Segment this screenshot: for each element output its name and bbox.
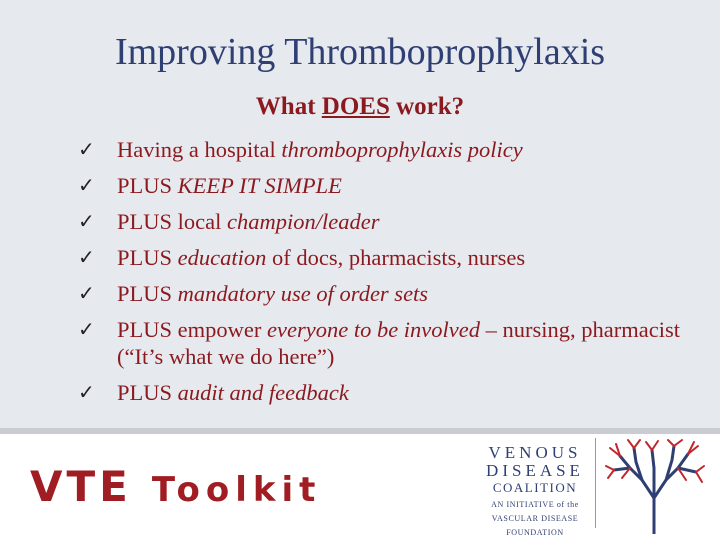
checkmark-icon: ✓ bbox=[78, 317, 95, 341]
bullet-item bbox=[78, 244, 698, 271]
bullet-item bbox=[78, 208, 698, 235]
bullet-text: mandatory use of order sets bbox=[177, 281, 429, 306]
logo-separator bbox=[595, 438, 596, 528]
venous-disease-coalition-logo bbox=[480, 438, 710, 537]
logo-text: VENOUS DISEASE COALITION AN INITIATIVE of the VASCULAR DISEASE FOUNDATION bbox=[486, 443, 584, 537]
bullet-item bbox=[78, 379, 698, 406]
bullet-text: PLUS local bbox=[117, 209, 227, 234]
bullet-text: PLUS bbox=[117, 245, 178, 270]
bullet-text: audit and feedback bbox=[177, 380, 349, 405]
bullet-text: PLUS empower bbox=[117, 317, 267, 342]
vte-toolkit-label bbox=[30, 462, 321, 511]
checkmark-icon: ✓ bbox=[78, 281, 95, 305]
bullet-text: education bbox=[177, 245, 267, 270]
bullet-text: everyone to be involved bbox=[267, 317, 481, 342]
bullet-item bbox=[78, 316, 698, 370]
bullet-text: PLUS bbox=[117, 380, 178, 405]
checkmark-icon: ✓ bbox=[78, 137, 95, 161]
footer-divider bbox=[0, 428, 720, 434]
toolkit-text: Toolkit bbox=[151, 470, 322, 510]
checkmark-icon: ✓ bbox=[78, 380, 95, 404]
bullet-text: Having a hospital bbox=[117, 137, 282, 162]
bullet-text: PLUS bbox=[117, 281, 178, 306]
tree-icon bbox=[602, 438, 707, 534]
bullet-item bbox=[78, 136, 698, 163]
bullet-text: KEEP IT SIMPLE bbox=[177, 173, 342, 198]
bullet-item bbox=[78, 280, 698, 307]
slide-title: Improving Thromboprophylaxis bbox=[114, 31, 606, 73]
bullet-text: champion/leader bbox=[227, 209, 380, 234]
slide-subtitle: What DOES work? bbox=[255, 93, 465, 120]
bullet-text: PLUS bbox=[117, 173, 178, 198]
checkmark-icon: ✓ bbox=[78, 245, 95, 269]
bullet-text: – nursing, pharmacist (“It’s what we do here”) bbox=[117, 317, 680, 369]
checkmark-icon: ✓ bbox=[78, 173, 95, 197]
bullet-list bbox=[78, 136, 698, 415]
bullet-text: thromboprophylaxis policy bbox=[281, 137, 523, 162]
bullet-item bbox=[78, 172, 698, 199]
bullet-text: of docs, pharmacists, nurses bbox=[266, 245, 526, 270]
vte-text: VTE bbox=[30, 462, 132, 511]
checkmark-icon: ✓ bbox=[78, 209, 95, 233]
